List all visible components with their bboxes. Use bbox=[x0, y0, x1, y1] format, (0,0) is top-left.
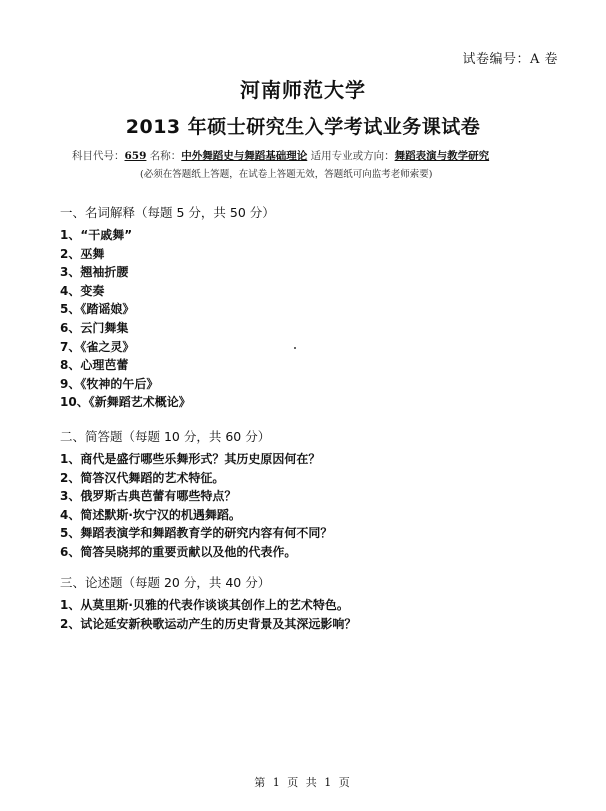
major-name: 舞蹈表演与教学研究 bbox=[394, 150, 490, 162]
university-name: 河南师范大学 bbox=[240, 78, 366, 102]
question-item: 9、《牧神的午后》 bbox=[60, 376, 159, 391]
question-item: 2、试论延安新秧歌运动产生的历史背景及其深远影响？ bbox=[60, 616, 357, 631]
question-item: 3、俄罗斯古典芭蕾有哪些特点？ bbox=[60, 489, 237, 504]
major-label: 适用专业或方向： bbox=[310, 150, 395, 162]
question-item: 1、“干戚舞” bbox=[60, 228, 133, 242]
exam-title: 2013 年硕士研究生入学考试业务课试卷 bbox=[125, 116, 481, 138]
question-item: 8、心理芭蕾 bbox=[60, 358, 129, 373]
answer-note: (必须在答题纸上答题，在试卷上答题无效，答题纸可向监考老师索要) bbox=[140, 169, 433, 180]
subject-code: 659 bbox=[124, 150, 147, 162]
question-item: 7、《雀之灵》 bbox=[60, 339, 135, 354]
page-number: 第 1 页 共 1 页 bbox=[254, 776, 352, 789]
question-item: 4、简述默斯·坎宁汉的机遇舞蹈。 bbox=[60, 507, 241, 522]
question-item: 5、舞蹈表演学和舞蹈教育学的研究内容有何不同？ bbox=[60, 526, 333, 541]
question-item: 1、商代是盛行哪些乐舞形式？其历史原因何在？ bbox=[60, 452, 321, 466]
section-short-answer bbox=[60, 428, 332, 562]
question-item: 1、从莫里斯·贝雅的代表作谈谈其创作上的艺术特色。 bbox=[60, 598, 349, 612]
subject-code-label: 科目代号： bbox=[72, 150, 125, 162]
section-heading: 三、论述题（每题 20 分，共 40 分） bbox=[60, 575, 271, 590]
speck bbox=[294, 347, 296, 349]
section-essay bbox=[60, 574, 356, 633]
question-item: 10、《新舞蹈艺术概论》 bbox=[60, 395, 191, 410]
question-item: 2、简答汉代舞蹈的艺术特征。 bbox=[60, 470, 225, 485]
question-item: 3、翘袖折腰 bbox=[60, 265, 129, 280]
question-item: 5、《踏谣娘》 bbox=[60, 302, 135, 317]
section-terms bbox=[60, 204, 275, 412]
question-item: 2、巫舞 bbox=[60, 246, 105, 261]
section-heading: 一、名词解释（每题 5 分，共 50 分） bbox=[60, 205, 275, 220]
paper-code: 试卷编号：A 卷 bbox=[462, 52, 558, 67]
question-item: 6、简答吴晓邦的重要贡献以及他的代表作。 bbox=[60, 544, 297, 559]
question-item: 6、云门舞集 bbox=[60, 320, 129, 335]
section-heading: 二、简答题（每题 10 分，共 60 分） bbox=[60, 429, 271, 444]
subject-name: 中外舞蹈史与舞蹈基础理论 bbox=[181, 150, 308, 162]
question-item: 4、变奏 bbox=[60, 283, 105, 298]
subject-name-label: 名称： bbox=[149, 150, 182, 162]
subject-meta bbox=[72, 148, 592, 163]
